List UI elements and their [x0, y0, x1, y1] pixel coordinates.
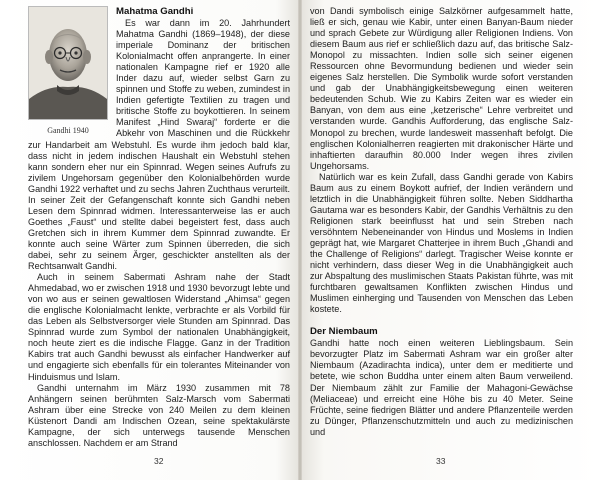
section-spacer: [310, 315, 573, 326]
paragraph: von Dandi symbolisch einige Salzkörner aufgesammelt hatte, ließ er sich, genau wie Kabir, unter einen Banyan-Baum nieder und sprach Gebete zur Würdigung aller Religionen Indiens. Von diesem Baum aus rief er schließlich dazu auf, das britische Salz-Monopol zu missachten. Indien solle sich seiner eigenen Ressourcen ohne Bevormundung bedienen und wieder sein eigenes Salz herstellen. Die Symbolik wurde sofort verstanden und gab der Unabhängigkeitsbewegung einen weiteren bedeutenden Schub. Wie zu Kabirs Zeiten war es wieder ein Banyan, von dem aus eine „ketzerische“ Lehre verbreitet und verstanden wurde. Gandhis Aufforderung, das englische Salz-Monopol zu brechen, wurde landesweit massenhaft befolgt. Die englischen Kolonialherren reagierten mit drakonischer Härte und inhaftierten daraufhin 80.000 Inder wegen ihres zivilen Ungehorsams.: [310, 6, 573, 171]
paragraph: Auch in seinem Sabermati Ashram nahe der Stadt Ahmedabad, wo er zwischen 1918 und 1930 bevorzugt lebte und von wo aus er seinen gewaltlosen Widerstand „Ahimsa“ gegen die englische Kolonialmacht lenkte, verbrachte er als Vorbild für das Leben als Selbstversorger viele Stunden am Spinnrad. Das Spinnrad wurde zum Symbol der nationalen Unabhängigkeit, noch heute ziert es die indische Flagge. Ganz in der Tradition Kabirs trat auch Gandhi bewusst als einfacher Handwerker auf und engagierte sich ebenfalls für ein tolerantes Miteinander von Hinduismus und Islam.: [28, 272, 290, 382]
left-page-column: [28, 6, 290, 448]
page-number-left: 32: [154, 456, 164, 466]
photo-caption: Gandhi 1940: [47, 126, 89, 135]
paragraph: Es war dann im 20. Jahrhundert Mahatma Gandhi (1869–1948), der diese imperiale Dominanz der britischen Kolonialmacht offen anprangerte. In einer nationalen Kampagne rief er 1920 alle Inder dazu auf, wieder selbst Garn zu spinnen und Stoffe zu weben, zumindest in Indien gefertigte Textilien zu tragen und britische Stoffe zu boykottieren. In seinem Manifest „Hind Swaraj“ forderte er die Abkehr von Maschinen und die Rückkehr zur Handarbeit am Webstuhl. Es wurde ihm jedoch bald klar, dass nicht in jedem indischen Haushalt ein Webstuhl stehen kann sondern eher nur ein Spinnrad. Wegen seines Aufrufs zu zivilem Ungehorsam gegenüber den Kolonialbehörden wurde Gandhi 1922 verhaftet und zu sechs Jahren Zuchthaus verurteilt. In seiner Zeit der Gefangenschaft konnte sich Gandhi neben Lesen dem Spinnrad widmen. Interessanterweise las er auch Goethes „Faust“ und stellte dabei begeistert fest, dass auch Gretchen sich in ihrem Kummer dem Spinnrad zuwandte. Er konnte auch seine Wärter zum Spinnen überreden, die sich dabei, sehr zu seinem Ärger, geschickter anstellten als der Rechtsanwalt Gandhi.: [28, 18, 290, 272]
paragraph: Gandhi unternahm im März 1930 zusammen mit 78 Anhängern seinen berühmten Salz-Marsch vom Sabermati Ashram über eine Strecke von 240 Meilen zu dem kleinen Küstenort Dandi am Indischen Ozean, seine spektakulärste Kampagne, der sich unterwegs tausende Menschen anschlossen. Nachdem er am Strand: [28, 382, 290, 448]
book-gutter: [298, 0, 302, 480]
section-title-niembaum: Der Niembaum: [310, 326, 378, 338]
paragraph: Gandhi hatte noch einen weiteren Lieblingsbaum. Sein bevorzugter Platz im Sabermati Ashram war ein großer alter Niembaum (Azadirachta indica), unter dem er meditierte und betete, wie schon Buddha unter einem alten Baum verweilend. Der Niembaum zählt zur Familie der Mahagoni-Gewächse (Meliaceae) und erreicht eine Höhe bis zu 40 Meter. Seine Früchte, seine fiedrigen Blätter und andere Pflanzenteile werden zu Dünger, Pflanzenschutzmitteln und auch zu medizinischen und: [310, 338, 573, 437]
page-number-right: 33: [436, 456, 446, 466]
right-page-column: [310, 6, 573, 437]
paragraph: Natürlich war es kein Zufall, dass Gandhi gerade von Kabirs Baum aus zu einem Boykott aufrief, der Indien verändern und letztlich in die Unabhängigkeit führen sollte. Neben Siddhartha Gautama war es besonders Kabir, der Gandhis Verhältnis zu den Religionen stark beeinflusst hat und sein Streben nach versöhntem Nebeneinander von Hindus und Moslems in Indien geprägt hat, wie Margaret Chatterjee in ihrem Buch „Ghandi and the Challenge of Religions“ darlegt. Tragischer Weise konnte er nicht verhindern, dass dieser Weg in die Unabhängigkeit auch zur Abspaltung des muslimischen Staats Pakistan führte, was mit furchtbaren gewaltsamen Konflikten zwischen Hindus und Muslimen einherging und Tausenden von Menschen das Leben kostete.: [310, 171, 573, 315]
photo-figure: [28, 6, 108, 136]
section-title-gandhi: Mahatma Gandhi: [116, 6, 194, 17]
gandhi-portrait-photo: [28, 6, 108, 120]
portrait-illustration: [29, 7, 107, 119]
